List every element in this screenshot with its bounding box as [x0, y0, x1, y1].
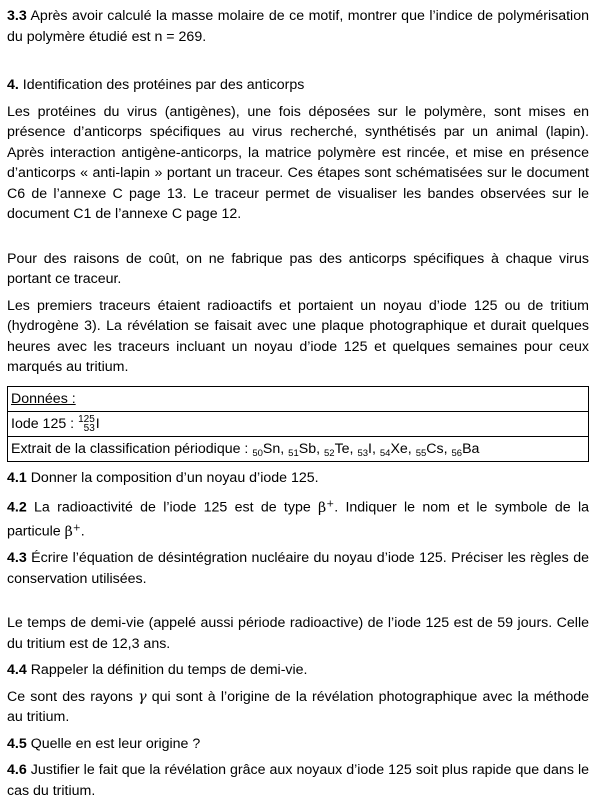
question-number: 4.1 — [7, 469, 27, 486]
iode-mass-number: 125 — [78, 413, 95, 425]
question-4-2: 4.2 La radioactivité de l’iode 125 est de type β+. Indiquer le nom et le symbole de la particule β+. — [7, 498, 589, 540]
question-text: Quelle en est leur origine ? — [30, 735, 201, 752]
question-text: Donner la composition d’un noyau d’iode 125. — [30, 469, 319, 486]
document-page — [7, 6, 589, 801]
paragraph-rayons-gamma: Ce sont des rayons γ qui sont à l’origine de la révélation photographique avec la méthode au tritium. — [7, 688, 589, 726]
section-4-heading — [7, 75, 589, 96]
section-number: 4. — [7, 77, 19, 93]
question-number: 4.5 — [7, 735, 27, 752]
element-te: $_{52}$Te — [323, 440, 350, 459]
element-sn: $_{50}$Sn — [252, 440, 281, 459]
donnees-title: Données : — [11, 390, 76, 407]
question-number: 4.4 — [7, 662, 27, 679]
paragraph-traceurs: Les premiers traceurs étaient radioactifs et portaient un noyau d’iode 125 ou de tritium (hydrogène 3). La révélation se faisait avec une plaque photographique et durait quelques heures avec les traceurs incluant un noyau d’iode 125 et quelques semaines pour ceux marqués au tritium. — [7, 297, 589, 375]
beta-plus-symbol: β+ — [318, 498, 335, 516]
section-title: Identification des protéines par des anticorps — [22, 77, 305, 93]
element-ba: $_{56}$Ba — [451, 440, 480, 459]
classification-label: Extrait de la classification périodique : — [11, 440, 249, 457]
question-text: Écrire l’équation de désintégration nucléaire du noyau d’iode 125. Préciser les règles de conservation utilisées. — [7, 550, 589, 587]
gamma-symbol: γ — [138, 688, 147, 705]
donnees-title-row — [8, 387, 588, 411]
question-4-4 — [7, 660, 589, 681]
paragraph-cout: Pour des raisons de coût, on ne fabrique pas des anticorps spécifiques à chaque virus portant ce traceur. — [7, 250, 589, 287]
paragraph-demi-vie: Le temps de demi-vie (appelé aussi période radioactive) de l’iode 125 est de 59 jours. Celle du tritium est de 12,3 ans. — [7, 615, 589, 652]
iode-isotope-numbers — [78, 415, 95, 433]
question-4-5 — [7, 734, 589, 755]
question-3-3 — [7, 6, 589, 47]
question-text: Rappeler la définition du temps de demi-vie. — [30, 662, 308, 679]
iode-row — [8, 411, 588, 436]
donnees-box — [7, 386, 589, 462]
element-list: $_{50}$Sn, $_{51}$Sb, $_{52}$Te, $_{53}$I, $_{54}$Xe, $_{55}$Cs, $_{56}$Ba — [252, 440, 480, 459]
iode-atomic-number: 53 — [83, 422, 95, 434]
paragraph-antigenes: Les protéines du virus (antigènes), une fois déposées sur le polymère, sont mises en présence d’anticorps spécifiques au virus recherché, synthétisés par un animal (lapin). Après interaction antigène-anticorps, la matrice polymère est rincée, et mise en présence d’anticorps « anti-lapin » portant un traceur. Ces étapes sont schématisées sur le document C6 de l’annexe C page 13. Le traceur permet de visualiser les bandes observées sur le document C1 de l’annexe C page 12. — [7, 103, 589, 222]
question-4-3 — [7, 548, 589, 589]
question-number: 4.3 — [7, 550, 27, 567]
question-text: Justifier le fait que la révélation grâce aux noyaux d’iode 125 soit plus rapide que dans le cas du tritium. — [7, 762, 589, 799]
question-number: 4.6 — [7, 762, 27, 779]
classification-row — [8, 436, 588, 461]
iode-symbol: I — [95, 415, 100, 432]
question-text: Après avoir calculé la masse molaire de ce motif, montrer que l’indice de polymérisation du polymère étudié est n = 269. — [7, 8, 589, 45]
element-cs: $_{55}$Cs — [415, 440, 444, 459]
element-xe: $_{54}$Xe — [379, 440, 408, 459]
question-4-6 — [7, 760, 589, 801]
beta-plus-symbol: β+ — [64, 522, 81, 540]
element-i: $_{53}$I — [357, 440, 372, 459]
question-number: 3.3 — [7, 8, 27, 24]
question-4-1 — [7, 468, 589, 489]
element-sb: $_{51}$Sb — [288, 440, 317, 459]
iode-label: Iode 125 : — [11, 415, 75, 432]
question-number: 4.2 — [7, 499, 27, 516]
